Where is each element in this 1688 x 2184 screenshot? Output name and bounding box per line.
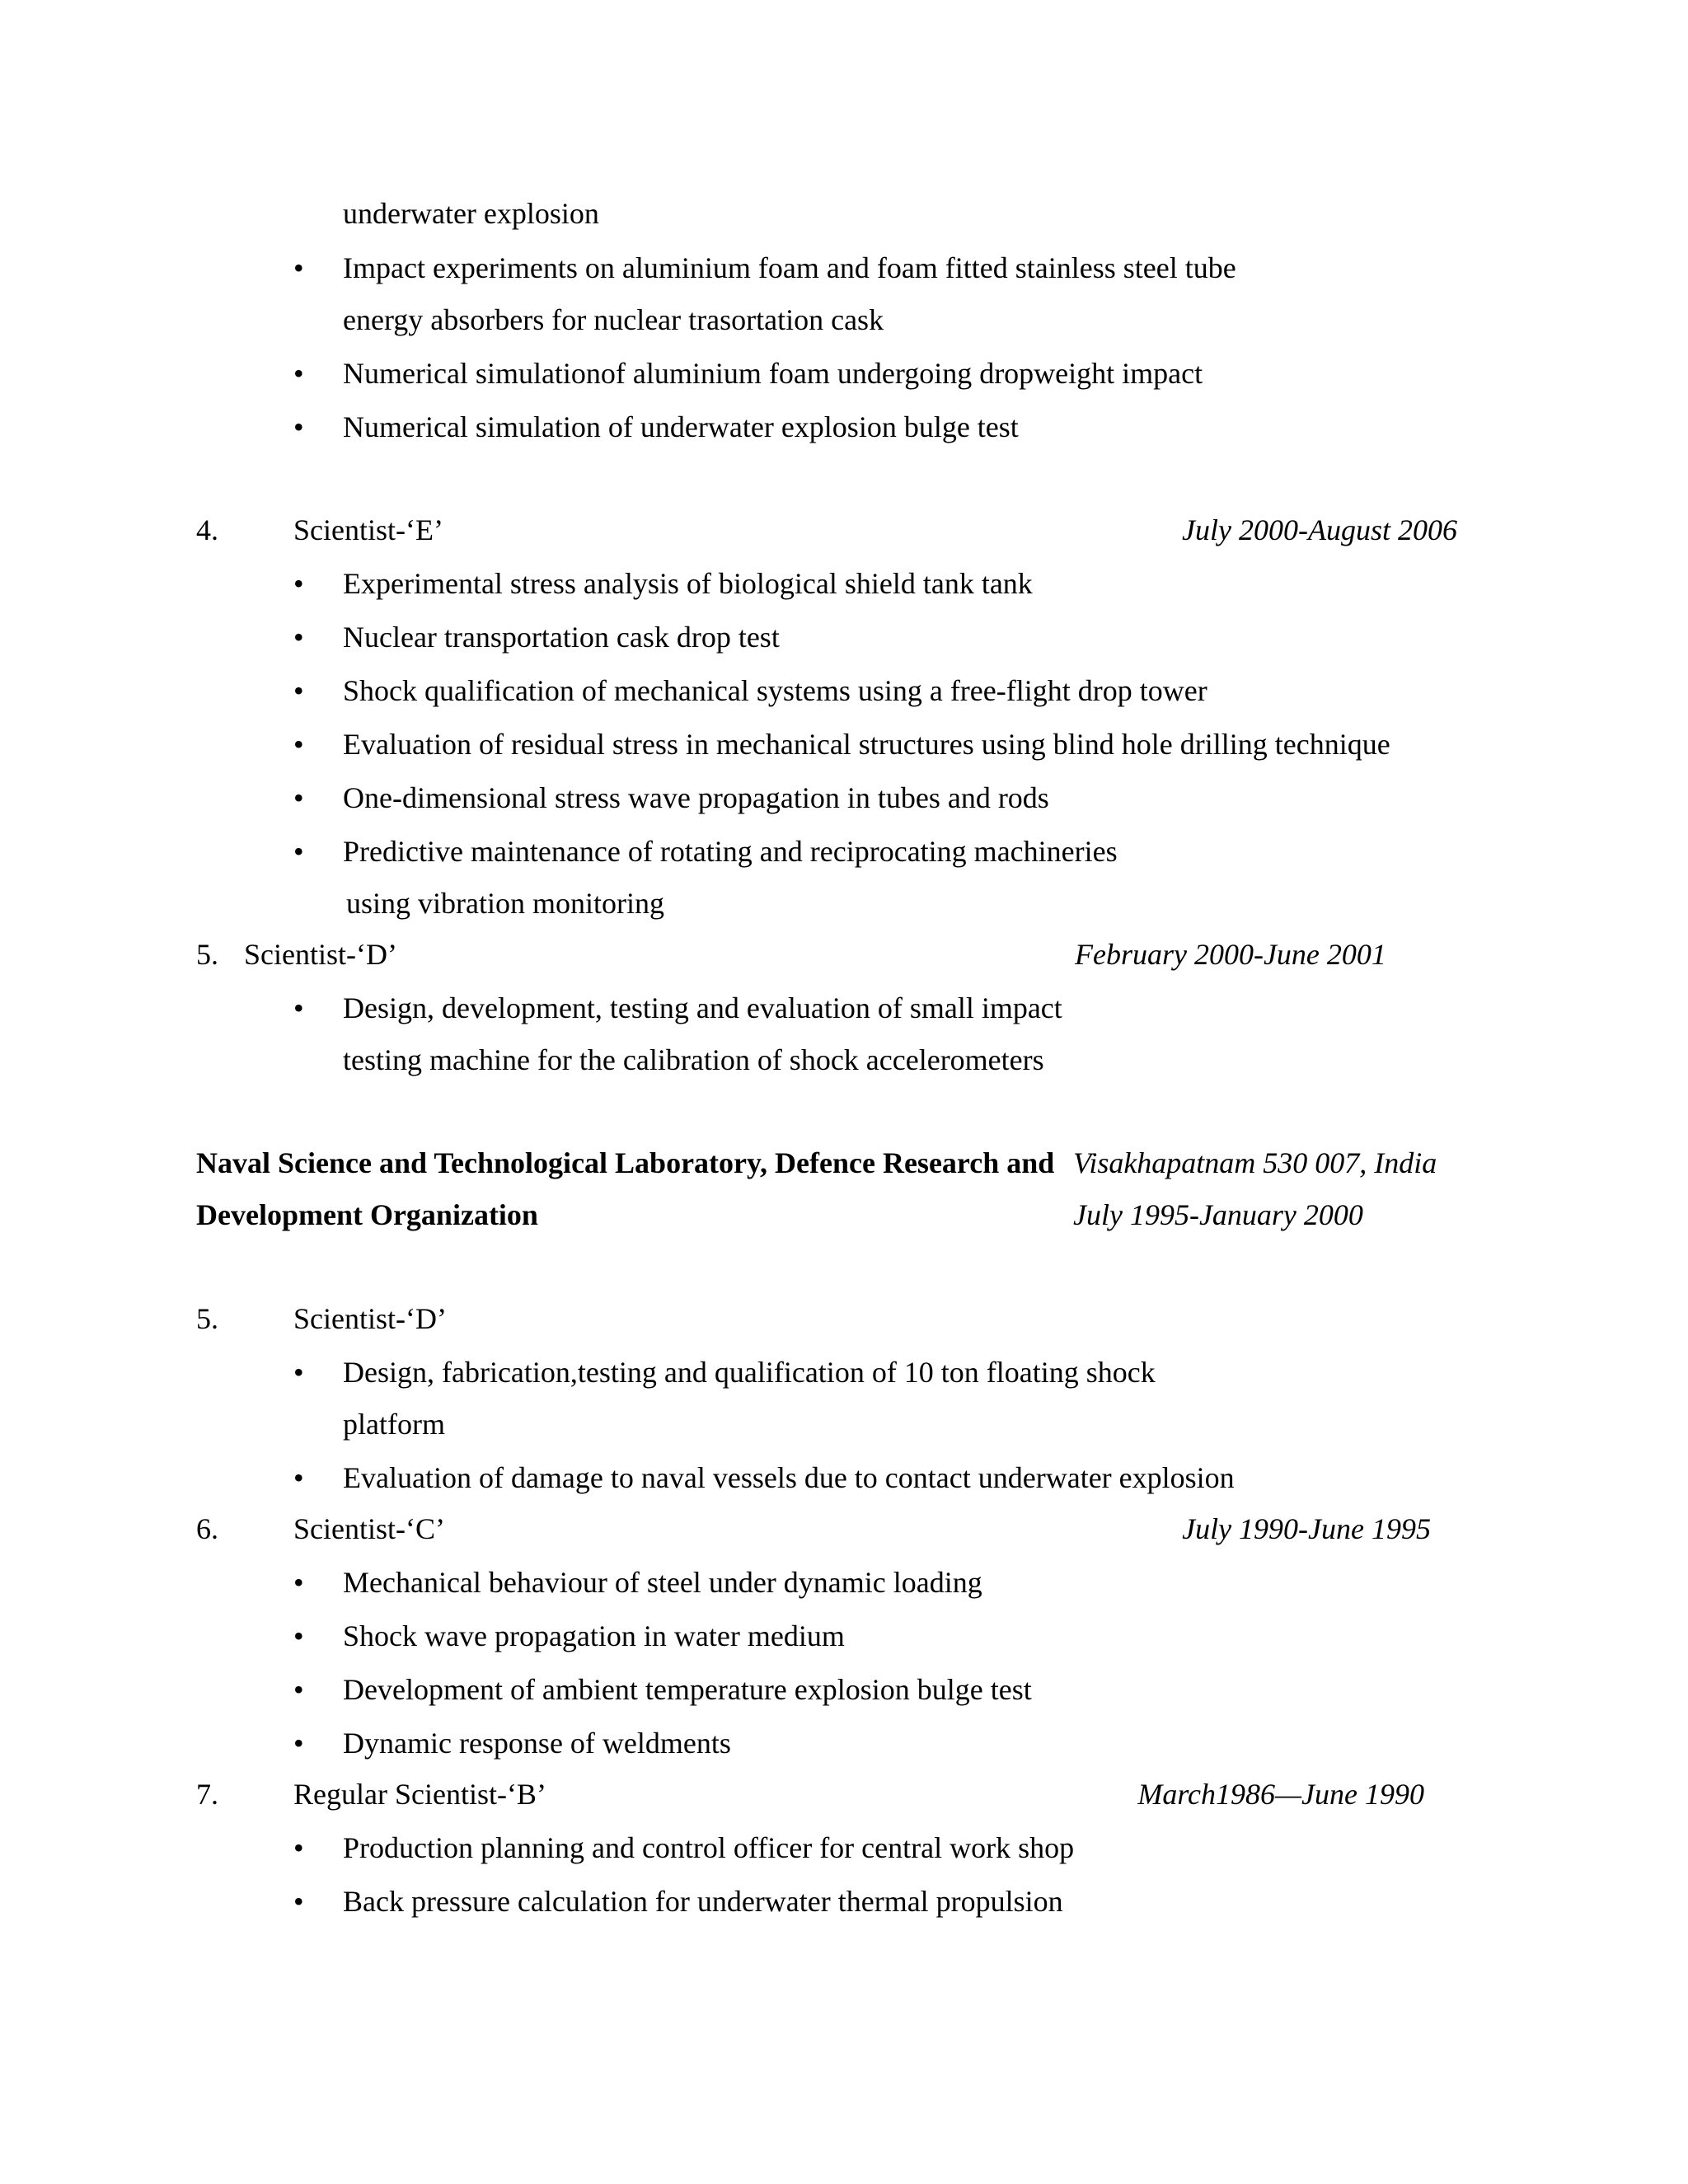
bullet-text: Numerical simulationof aluminium foam undergoing dropweight impact	[343, 357, 1203, 390]
bullet-icon: •	[293, 674, 304, 707]
bullet-text: Production planning and control officer for central work shop	[343, 1831, 1075, 1864]
bullet-text: One-dimensional stress wave propagation in tubes and rods	[343, 781, 1049, 814]
bullet-text: Design, development, testing and evaluation of small impact	[343, 991, 1062, 1024]
bullet-icon: •	[293, 1461, 304, 1494]
position-title: Regular Scientist-‘B’	[293, 1778, 546, 1811]
position-dates: July 2000-August 2006	[1182, 513, 1457, 546]
bullet-icon: •	[293, 621, 304, 654]
entry-number: 4.	[196, 513, 218, 546]
bullet-text: Design, fabrication,testing and qualification of 10 ton floating shock	[343, 1356, 1156, 1389]
bullet-icon: •	[293, 1673, 304, 1706]
bullet-icon: •	[293, 781, 304, 814]
organization-dates: July 1995-January 2000	[1073, 1198, 1363, 1231]
position-dates: March1986—June 1990	[1137, 1778, 1424, 1811]
position-dates: February 2000-June 2001	[1075, 938, 1386, 971]
entry-number: 6.	[196, 1512, 218, 1545]
bullet-text: Evaluation of residual stress in mechanical structures using blind hole drilling technique	[343, 728, 1390, 761]
organization-name-continuation: Development Organization	[196, 1198, 538, 1231]
bullet-icon: •	[293, 357, 304, 390]
position-title: Scientist-‘D’	[293, 1302, 447, 1335]
bullet-icon: •	[293, 835, 304, 868]
entry-number: 5.	[196, 938, 218, 971]
continuation-text: underwater explosion	[343, 197, 599, 230]
bullet-text: Numerical simulation of underwater explosion bulge test	[343, 410, 1019, 443]
bullet-icon: •	[293, 567, 304, 600]
bullet-text-continuation: using vibration monitoring	[346, 887, 664, 920]
bullet-text-continuation: testing machine for the calibration of shock accelerometers	[343, 1043, 1044, 1076]
bullet-icon: •	[293, 1885, 304, 1918]
entry-number: 5.	[196, 1302, 218, 1335]
organization-location: Visakhapatnam 530 007, India	[1073, 1146, 1437, 1179]
position-title: Scientist-‘E’	[293, 513, 443, 546]
bullet-text: Experimental stress analysis of biological shield tank tank	[343, 567, 1033, 600]
bullet-text: Nuclear transportation cask drop test	[343, 621, 780, 654]
entry-number: 7.	[196, 1778, 218, 1811]
bullet-text-continuation: platform	[343, 1408, 445, 1441]
bullet-icon: •	[293, 1727, 304, 1760]
bullet-text: Back pressure calculation for underwater thermal propulsion	[343, 1885, 1063, 1918]
bullet-text: Development of ambient temperature explosion bulge test	[343, 1673, 1032, 1706]
bullet-text: Mechanical behaviour of steel under dynamic loading	[343, 1566, 982, 1599]
bullet-text: Shock qualification of mechanical systems using a free-flight drop tower	[343, 674, 1207, 707]
bullet-icon: •	[293, 1831, 304, 1864]
bullet-text: Evaluation of damage to naval vessels due to contact underwater explosion	[343, 1461, 1235, 1494]
bullet-text: Shock wave propagation in water medium	[343, 1619, 845, 1652]
position-title: Scientist-‘D’	[244, 938, 397, 971]
bullet-icon: •	[293, 410, 304, 443]
organization-name: Naval Science and Technological Laboratory, Defence Research and	[196, 1146, 1055, 1179]
bullet-icon: •	[293, 1619, 304, 1652]
bullet-icon: •	[293, 251, 304, 284]
bullet-icon: •	[293, 1356, 304, 1389]
position-title: Scientist-‘C’	[293, 1512, 445, 1545]
bullet-icon: •	[293, 991, 304, 1024]
bullet-text: Dynamic response of weldments	[343, 1727, 731, 1760]
bullet-icon: •	[293, 728, 304, 761]
bullet-text: Impact experiments on aluminium foam and foam fitted stainless steel tube	[343, 251, 1236, 284]
bullet-text-continuation: energy absorbers for nuclear trasortation cask	[343, 303, 884, 336]
bullet-icon: •	[293, 1566, 304, 1599]
position-dates: July 1990-June 1995	[1182, 1512, 1431, 1545]
bullet-text: Predictive maintenance of rotating and reciprocating machineries	[343, 835, 1118, 868]
